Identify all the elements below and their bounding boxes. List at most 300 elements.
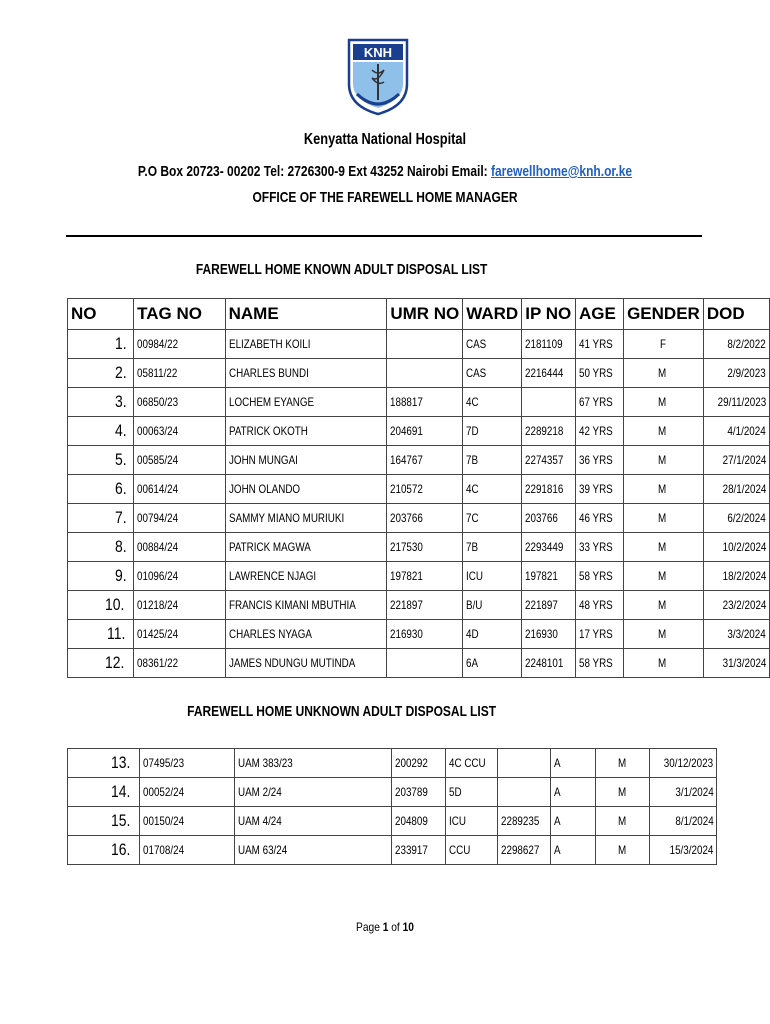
age-text: 33 YRS [578, 540, 613, 554]
tag-no-cell [134, 446, 226, 475]
age-text: A [554, 756, 561, 770]
tag-no-text: 01708/24 [143, 843, 185, 857]
ip-no-cell [522, 649, 576, 678]
umr-no-text: 164767 [390, 453, 424, 467]
name-text: FRANCIS KIMANI MBUTHIA [228, 598, 356, 612]
ward-text: CAS [466, 337, 487, 351]
ip-no-cell [522, 591, 576, 620]
tag-no-text: 08361/22 [137, 656, 179, 670]
gender-text: M [658, 627, 667, 641]
age-text: 58 YRS [578, 569, 613, 583]
age-text: 50 YRS [578, 366, 613, 380]
ward-text: 7C [466, 511, 479, 525]
known-header-row [68, 299, 770, 330]
name-text: UAM 4/24 [238, 814, 282, 828]
name-cell [225, 533, 387, 562]
dod-text: 30/12/2023 [664, 756, 714, 770]
ward-text: ICU [449, 814, 466, 828]
dod-cell [703, 620, 769, 649]
dod-cell [703, 330, 769, 359]
known-list-title: FAREWELL HOME KNOWN ADULT DISPOSAL LIST [195, 261, 488, 278]
age-cell [575, 649, 623, 678]
umr-no-text: 203789 [395, 785, 428, 799]
col-no: NO [68, 299, 134, 330]
age-text: 46 YRS [578, 511, 613, 525]
umr-no-text: 197821 [390, 569, 424, 583]
umr-no-cell [387, 591, 463, 620]
tag-no-text: 00794/24 [137, 511, 179, 525]
age-cell [575, 388, 623, 417]
dod-text: 28/1/2024 [722, 482, 766, 496]
ip-no-cell [497, 778, 551, 807]
gender-text: M [617, 785, 627, 799]
ip-no-cell [522, 504, 576, 533]
umr-no-text: 217530 [390, 540, 424, 554]
dod-cell [703, 591, 769, 620]
age-cell [575, 620, 623, 649]
dod-text: 15/3/2024 [669, 843, 714, 857]
row-number-cell [68, 446, 134, 475]
table-row [68, 504, 770, 533]
gender-cell [596, 749, 650, 778]
row-number-cell [68, 417, 134, 446]
tag-no-cell [134, 504, 226, 533]
gender-text: M [658, 453, 667, 467]
age-cell [575, 359, 623, 388]
gender-text: F [659, 337, 666, 351]
table-row [68, 533, 770, 562]
table-row [68, 620, 770, 649]
tag-no-cell [134, 620, 226, 649]
ip-no-cell [522, 620, 576, 649]
ip-no-cell [497, 807, 551, 836]
email-link[interactable]: farewellhome@knh.or.ke [491, 163, 633, 180]
ip-no-cell [522, 475, 576, 504]
unknown-disposal-table [67, 748, 717, 865]
address-text: P.O Box 20723- 00202 Tel: 2726300-9 Ext 43252 Nairobi Email: [137, 163, 491, 180]
dod-cell [650, 778, 717, 807]
age-cell [575, 504, 623, 533]
row-number-text: 5. [114, 450, 127, 469]
knh-logo [345, 34, 411, 116]
dod-text: 3/3/2024 [727, 627, 766, 641]
row-number-cell [68, 504, 134, 533]
gender-cell [624, 446, 704, 475]
svg-text:KNH: KNH [363, 45, 393, 60]
table-row [68, 330, 770, 359]
row-number-cell [68, 836, 140, 865]
umr-no-cell [387, 649, 463, 678]
page-number: 1 [382, 920, 389, 934]
table-row [68, 446, 770, 475]
dod-text: 8/2/2022 [727, 337, 766, 351]
umr-no-cell [387, 417, 463, 446]
umr-no-cell [387, 620, 463, 649]
ward-cell [463, 446, 522, 475]
gender-cell [624, 359, 704, 388]
tag-no-cell [134, 388, 226, 417]
dod-cell [703, 388, 769, 417]
tag-no-text: 00884/24 [137, 540, 179, 554]
ward-cell [463, 620, 522, 649]
gender-text: M [658, 656, 667, 670]
umr-no-cell [392, 807, 446, 836]
gender-cell [624, 562, 704, 591]
gender-cell [624, 388, 704, 417]
dod-text: 3/1/2024 [675, 785, 714, 799]
umr-no-text: 210572 [390, 482, 424, 496]
row-number-text: 15. [111, 811, 131, 830]
name-cell [225, 388, 387, 417]
row-number-cell [68, 749, 140, 778]
ip-no-text: 2216444 [525, 366, 564, 380]
umr-no-cell [387, 504, 463, 533]
ip-no-text: 2181109 [525, 337, 563, 351]
row-number-cell [68, 778, 140, 807]
tag-no-cell [140, 749, 235, 778]
ward-text: 4C CCU [449, 756, 486, 770]
ward-cell [463, 330, 522, 359]
name-text: JOHN OLANDO [228, 482, 300, 496]
tag-no-cell [134, 649, 226, 678]
ward-text: 5D [449, 785, 462, 799]
ip-no-cell [497, 836, 551, 865]
ward-text: 7B [466, 540, 479, 554]
age-cell [575, 446, 623, 475]
name-cell [225, 330, 387, 359]
row-number-text: 3. [114, 392, 127, 411]
age-cell [575, 562, 623, 591]
row-number-text: 9. [114, 566, 127, 585]
age-text: 39 YRS [578, 482, 613, 496]
ward-cell [463, 504, 522, 533]
gender-cell [596, 807, 650, 836]
name-cell [225, 562, 387, 591]
row-number-cell [68, 591, 134, 620]
ward-cell [463, 475, 522, 504]
ip-no-text: 2274357 [525, 453, 564, 467]
contact-line [77, 163, 693, 180]
dod-cell [703, 475, 769, 504]
ip-no-cell [522, 533, 576, 562]
gender-cell [624, 475, 704, 504]
gender-text: M [658, 424, 667, 438]
dod-cell [703, 504, 769, 533]
umr-no-cell [387, 388, 463, 417]
ip-no-text: 2289218 [525, 424, 564, 438]
dod-cell [703, 649, 769, 678]
tag-no-text: 00614/24 [137, 482, 179, 496]
umr-no-cell [387, 446, 463, 475]
tag-no-text: 07495/23 [143, 756, 185, 770]
gender-cell [596, 778, 650, 807]
ward-cell [463, 417, 522, 446]
ward-cell [463, 591, 522, 620]
ward-cell [463, 359, 522, 388]
header-divider [66, 235, 702, 237]
name-cell [225, 417, 387, 446]
ip-no-text: 2293449 [525, 540, 564, 554]
gender-text: M [658, 366, 667, 380]
tag-no-cell [140, 807, 235, 836]
dod-text: 2/9/2023 [727, 366, 766, 380]
dod-text: 27/1/2024 [722, 453, 766, 467]
age-text: 41 YRS [578, 337, 613, 351]
row-number-cell [68, 475, 134, 504]
row-number-cell [68, 359, 134, 388]
name-cell [225, 504, 387, 533]
dod-text: 6/2/2024 [727, 511, 766, 525]
name-cell [235, 836, 392, 865]
name-text: JAMES NDUNGU MUTINDA [228, 656, 355, 670]
tag-no-text: 06850/23 [137, 395, 179, 409]
tag-no-text: 00984/22 [137, 337, 179, 351]
umr-no-text: 216930 [390, 627, 424, 641]
age-cell [575, 417, 623, 446]
row-number-text: 7. [114, 508, 127, 527]
ip-no-text: 203766 [525, 511, 559, 525]
tag-no-cell [134, 591, 226, 620]
tag-no-cell [134, 475, 226, 504]
gender-text: M [658, 598, 667, 612]
age-text: A [554, 785, 561, 799]
ip-no-cell [522, 446, 576, 475]
ward-cell [463, 533, 522, 562]
row-number-text: 1. [114, 334, 127, 353]
ip-no-text: 216930 [525, 627, 559, 641]
ip-no-cell [522, 359, 576, 388]
umr-no-cell [392, 836, 446, 865]
col-ip-no: IP NO [522, 299, 576, 330]
dod-cell [650, 836, 717, 865]
age-text: A [554, 814, 561, 828]
table-row [68, 417, 770, 446]
gender-cell [624, 504, 704, 533]
ward-cell [463, 649, 522, 678]
ip-no-text: 197821 [525, 569, 559, 583]
dod-text: 10/2/2024 [722, 540, 766, 554]
tag-no-text: 00150/24 [143, 814, 185, 828]
page-footer [58, 920, 713, 934]
umr-no-text: 188817 [390, 395, 424, 409]
tag-no-cell [134, 533, 226, 562]
gender-cell [624, 330, 704, 359]
col-name: NAME [225, 299, 387, 330]
umr-no-cell [387, 562, 463, 591]
dod-text: 8/1/2024 [675, 814, 714, 828]
age-text: 58 YRS [578, 656, 613, 670]
umr-no-cell [387, 533, 463, 562]
col-gender: GENDER [624, 299, 704, 330]
ip-no-cell [522, 330, 576, 359]
age-cell [551, 749, 596, 778]
ward-cell [446, 778, 498, 807]
name-cell [225, 446, 387, 475]
age-cell [575, 475, 623, 504]
umr-no-cell [392, 778, 446, 807]
page-total: 10 [402, 920, 414, 934]
tag-no-text: 00052/24 [143, 785, 185, 799]
dod-cell [703, 533, 769, 562]
row-number-text: 14. [111, 782, 131, 801]
name-cell [225, 591, 387, 620]
ward-text: 7D [466, 424, 479, 438]
row-number-cell [68, 649, 134, 678]
table-row [68, 836, 717, 865]
tag-no-cell [140, 778, 235, 807]
umr-no-text: 233917 [395, 843, 428, 857]
name-cell [225, 475, 387, 504]
name-text: UAM 2/24 [238, 785, 282, 799]
name-cell [225, 649, 387, 678]
row-number-cell [68, 388, 134, 417]
gender-text: M [658, 569, 667, 583]
dod-text: 18/2/2024 [722, 569, 766, 583]
umr-no-text: 200292 [395, 756, 428, 770]
gender-cell [624, 649, 704, 678]
tag-no-text: 01425/24 [137, 627, 179, 641]
page-prefix: Page [356, 920, 383, 934]
name-text: UAM 383/23 [238, 756, 293, 770]
col-umr-no: UMR NO [387, 299, 463, 330]
age-text: 67 YRS [578, 395, 613, 409]
table-row [68, 649, 770, 678]
dod-cell [703, 446, 769, 475]
row-number-text: 6. [114, 479, 127, 498]
gender-text: M [617, 814, 627, 828]
age-text: 42 YRS [578, 424, 613, 438]
table-row [68, 562, 770, 591]
umr-no-text: 221897 [390, 598, 424, 612]
age-cell [551, 778, 596, 807]
ip-no-cell [522, 388, 576, 417]
col-ward: WARD [463, 299, 522, 330]
row-number-text: 16. [111, 840, 131, 859]
age-cell [551, 807, 596, 836]
ip-no-text: 2248101 [525, 656, 564, 670]
dod-cell [650, 749, 717, 778]
name-text: LAWRENCE NJAGI [228, 569, 316, 583]
table-row [68, 475, 770, 504]
tag-no-cell [134, 417, 226, 446]
umr-no-cell [392, 749, 446, 778]
name-cell [235, 749, 392, 778]
ward-text: 6A [466, 656, 479, 670]
name-text: ELIZABETH KOILI [228, 337, 311, 351]
row-number-cell [68, 330, 134, 359]
ip-no-text: 2291816 [525, 482, 564, 496]
table-row [68, 591, 770, 620]
row-number-text: 12. [105, 653, 125, 672]
ip-no-cell [522, 417, 576, 446]
umr-no-cell [387, 475, 463, 504]
age-cell [551, 836, 596, 865]
ip-no-text: 2298627 [500, 843, 539, 857]
age-text: 36 YRS [578, 453, 613, 467]
ward-text: 7B [466, 453, 479, 467]
ward-text: ICU [466, 569, 484, 583]
age-cell [575, 533, 623, 562]
name-text: CHARLES BUNDI [228, 366, 309, 380]
ip-no-text: 221897 [525, 598, 559, 612]
office-title: OFFICE OF THE FAREWELL HOME MANAGER [252, 189, 518, 206]
dod-text: 4/1/2024 [727, 424, 766, 438]
gender-text: M [658, 395, 667, 409]
row-number-text: 4. [114, 421, 127, 440]
name-text: LOCHEM EYANGE [228, 395, 314, 409]
age-text: 17 YRS [578, 627, 613, 641]
name-text: CHARLES NYAGA [228, 627, 312, 641]
name-text: JOHN MUNGAI [228, 453, 298, 467]
age-text: 48 YRS [578, 598, 613, 612]
gender-cell [624, 417, 704, 446]
tag-no-text: 00585/24 [137, 453, 179, 467]
name-cell [225, 620, 387, 649]
ip-no-cell [522, 562, 576, 591]
row-number-text: 11. [106, 624, 126, 643]
gender-cell [624, 591, 704, 620]
dod-cell [703, 359, 769, 388]
umr-no-cell [387, 330, 463, 359]
name-cell [235, 778, 392, 807]
gender-cell [596, 836, 650, 865]
ward-cell [446, 749, 498, 778]
known-disposal-table [67, 298, 770, 678]
age-text: A [554, 843, 561, 857]
ward-text: 4C [466, 482, 479, 496]
umr-no-text: 204809 [395, 814, 428, 828]
unknown-list-title: FAREWELL HOME UNKNOWN ADULT DISPOSAL LIST [187, 703, 497, 720]
col-dod: DOD [703, 299, 769, 330]
table-row [68, 388, 770, 417]
umr-no-text: 204691 [390, 424, 424, 438]
dod-cell [650, 807, 717, 836]
name-text: PATRICK MAGWA [228, 540, 311, 554]
ward-text: 4D [466, 627, 479, 641]
age-cell [575, 591, 623, 620]
gender-cell [624, 620, 704, 649]
tag-no-text: 01096/24 [137, 569, 179, 583]
row-number-cell [68, 562, 134, 591]
ip-no-text: 2289235 [500, 814, 539, 828]
gender-text: M [617, 756, 627, 770]
ward-cell [463, 562, 522, 591]
row-number-cell [68, 620, 134, 649]
table-row [68, 807, 717, 836]
ward-text: CCU [449, 843, 471, 857]
row-number-text: 8. [114, 537, 127, 556]
dod-cell [703, 417, 769, 446]
ward-cell [446, 807, 498, 836]
name-text: PATRICK OKOTH [228, 424, 308, 438]
name-cell [225, 359, 387, 388]
row-number-text: 10. [105, 595, 125, 614]
row-number-text: 13. [111, 753, 131, 772]
hospital-name: Kenyatta National Hospital [303, 131, 467, 148]
tag-no-text: 01218/24 [137, 598, 179, 612]
ip-no-cell [497, 749, 551, 778]
ward-text: 4C [466, 395, 479, 409]
tag-no-cell [134, 359, 226, 388]
tag-no-text: 00063/24 [137, 424, 179, 438]
dod-text: 31/3/2024 [722, 656, 766, 670]
umr-no-text: 203766 [390, 511, 424, 525]
dod-text: 29/11/2023 [717, 395, 766, 409]
col-tag-no: TAG NO [134, 299, 226, 330]
dod-cell [703, 562, 769, 591]
umr-no-cell [387, 359, 463, 388]
ward-text: CAS [466, 366, 487, 380]
